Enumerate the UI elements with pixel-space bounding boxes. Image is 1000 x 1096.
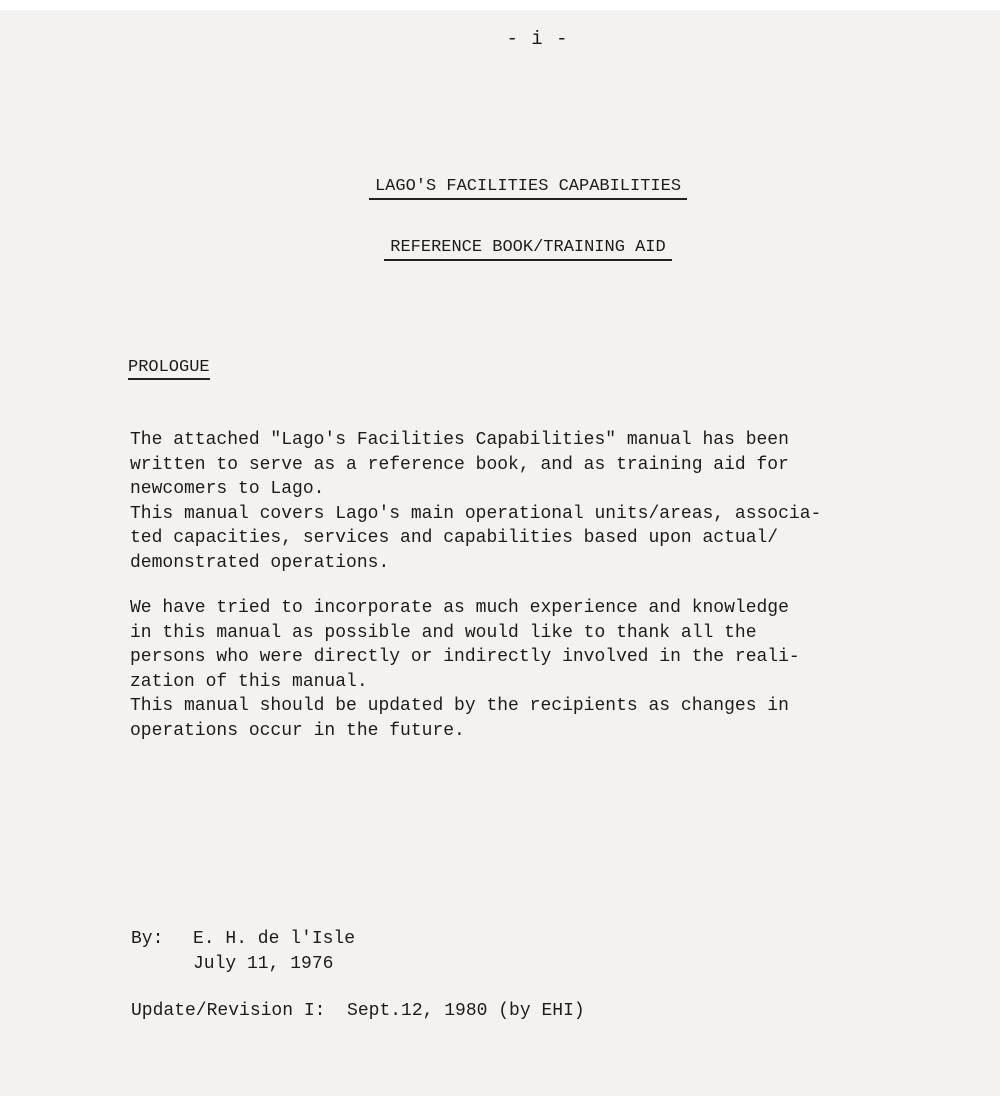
author-name-row	[131, 927, 355, 952]
prologue-paragraph-2	[130, 596, 930, 744]
revision-text: Update/Revision I: Sept.12, 1980 (by EHI)	[131, 1001, 585, 1021]
section-heading-prologue: PROLOGUE	[128, 358, 210, 380]
document-title-text: LAGO'S FACILITIES CAPABILITIES	[369, 177, 687, 200]
paragraph-line: zation of this manual.	[130, 671, 368, 692]
paragraph-line: This manual covers Lago's main operational units/areas, associa-	[130, 503, 822, 524]
paragraph-line: in this manual as possible and would like to thank all the	[130, 622, 757, 643]
paragraph-line: newcomers to Lago.	[130, 479, 325, 500]
document-title	[0, 177, 1000, 200]
page-number: - i -	[506, 28, 569, 50]
by-label-spacer	[131, 952, 193, 977]
author-date: July 11, 1976	[193, 954, 334, 974]
paragraph-line: ted capacities, services and capabilities based upon actual/	[130, 528, 779, 549]
paragraph-line: This manual should be updated by the recipients as changes in	[130, 696, 789, 717]
paragraph-line: The attached "Lago's Facilities Capabilities" manual has been	[130, 430, 789, 450]
author-name: E. H. de l'Isle	[193, 929, 356, 949]
revision-note	[131, 1001, 585, 1021]
document-subtitle	[0, 238, 1000, 261]
author-date-row	[131, 952, 355, 977]
prologue-paragraph-1	[130, 428, 930, 576]
paragraph-line: written to serve as a reference book, and as training aid for	[130, 454, 789, 475]
author-block	[131, 927, 355, 977]
by-label: By:	[131, 929, 164, 949]
scan-border	[0, 0, 1000, 10]
paragraph-line: We have tried to incorporate as much experience and knowledge	[130, 598, 789, 618]
paragraph-line: persons who were directly or indirectly involved in the reali-	[130, 647, 800, 668]
document-subtitle-text: REFERENCE BOOK/TRAINING AID	[384, 238, 671, 261]
paragraph-line: operations occur in the future.	[130, 720, 465, 741]
paragraph-line: demonstrated operations.	[130, 552, 390, 573]
